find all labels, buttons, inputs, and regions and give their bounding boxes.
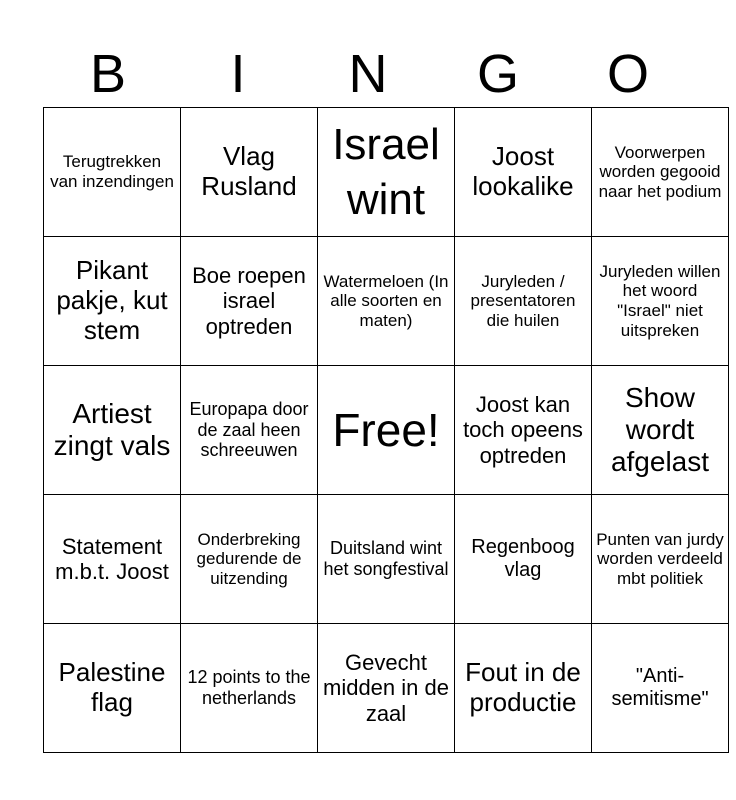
cell-text: Gevecht midden in de zaal [323, 650, 449, 726]
bingo-row [44, 495, 729, 624]
free-space-cell[interactable] [318, 366, 455, 495]
bingo-cell[interactable] [44, 108, 181, 237]
bingo-cell[interactable] [181, 624, 318, 753]
bingo-cell[interactable] [592, 108, 729, 237]
bingo-cell[interactable] [318, 108, 455, 237]
cell-text: Voorwerpen worden gegooid naar het podium [598, 142, 722, 201]
cell-text: Europapa door de zaal heen schreeuwen [189, 398, 309, 461]
header-letter-n: N [348, 44, 388, 104]
cell-text: Fout in de productie [465, 657, 581, 717]
cell-text: Punten van jurdy worden verdeeld mbt politiek [596, 529, 724, 588]
bingo-cell[interactable] [44, 366, 181, 495]
cell-text: Artiest zingt vals [53, 397, 171, 461]
bingo-cell[interactable] [318, 624, 455, 753]
cell-text: Regenboog vlag [471, 536, 575, 581]
bingo-cell[interactable] [318, 237, 455, 366]
bingo-cell[interactable] [44, 495, 181, 624]
cell-text: Free! [332, 403, 440, 456]
cell-text: Duitsland wint het songfestival [323, 538, 449, 579]
header-letter-b: B [89, 44, 127, 104]
bingo-cell[interactable] [455, 366, 592, 495]
bingo-row [44, 108, 729, 237]
bingo-cell[interactable] [592, 237, 729, 366]
header-letter-i: I [230, 44, 246, 104]
header-letter-g: G [476, 44, 519, 104]
bingo-cell[interactable] [181, 237, 318, 366]
bingo-cell[interactable] [592, 495, 729, 624]
bingo-cell[interactable] [44, 237, 181, 366]
bingo-cell[interactable] [181, 495, 318, 624]
bingo-cell[interactable] [181, 108, 318, 237]
cell-text: Vlag Rusland [201, 141, 297, 201]
bingo-cell[interactable] [455, 237, 592, 366]
cell-text: 12 points to the netherlands [187, 667, 311, 708]
cell-text: Israel wint [332, 120, 440, 224]
cell-text: Terugtrekken van inzendingen [50, 152, 174, 191]
bingo-cell[interactable] [455, 624, 592, 753]
cell-text: Palestine flag [58, 657, 166, 717]
bingo-row [44, 237, 729, 366]
cell-text: Boe roepen israel optreden [192, 263, 306, 339]
cell-text: Juryleden / presentatoren die huilen [470, 271, 576, 330]
cell-text: Joost lookalike [472, 141, 574, 201]
cell-text: Juryleden willen het woord "Israel" niet uitspreken [599, 261, 721, 340]
bingo-cell[interactable] [181, 366, 318, 495]
cell-text: Joost kan toch opeens optreden [463, 392, 583, 468]
bingo-card-grid [43, 107, 729, 753]
cell-text: Onderbreking gedurende de uitzending [196, 529, 302, 588]
cell-text: "Anti-semitisme" [611, 665, 709, 710]
cell-text: Show wordt afgelast [610, 381, 710, 478]
cell-text: Statement m.b.t. Joost [55, 533, 169, 584]
bingo-cell[interactable] [318, 495, 455, 624]
header-letter-o: O [606, 44, 649, 104]
cell-text: Pikant pakje, kut stem [56, 255, 168, 345]
bingo-cell[interactable] [455, 108, 592, 237]
bingo-cell[interactable] [455, 495, 592, 624]
bingo-header [43, 40, 693, 108]
bingo-row [44, 624, 729, 753]
bingo-cell[interactable] [44, 624, 181, 753]
bingo-row [44, 366, 729, 495]
bingo-cell[interactable] [592, 366, 729, 495]
bingo-cell[interactable] [592, 624, 729, 753]
cell-text: Watermeloen (In alle soorten en maten) [323, 271, 449, 330]
